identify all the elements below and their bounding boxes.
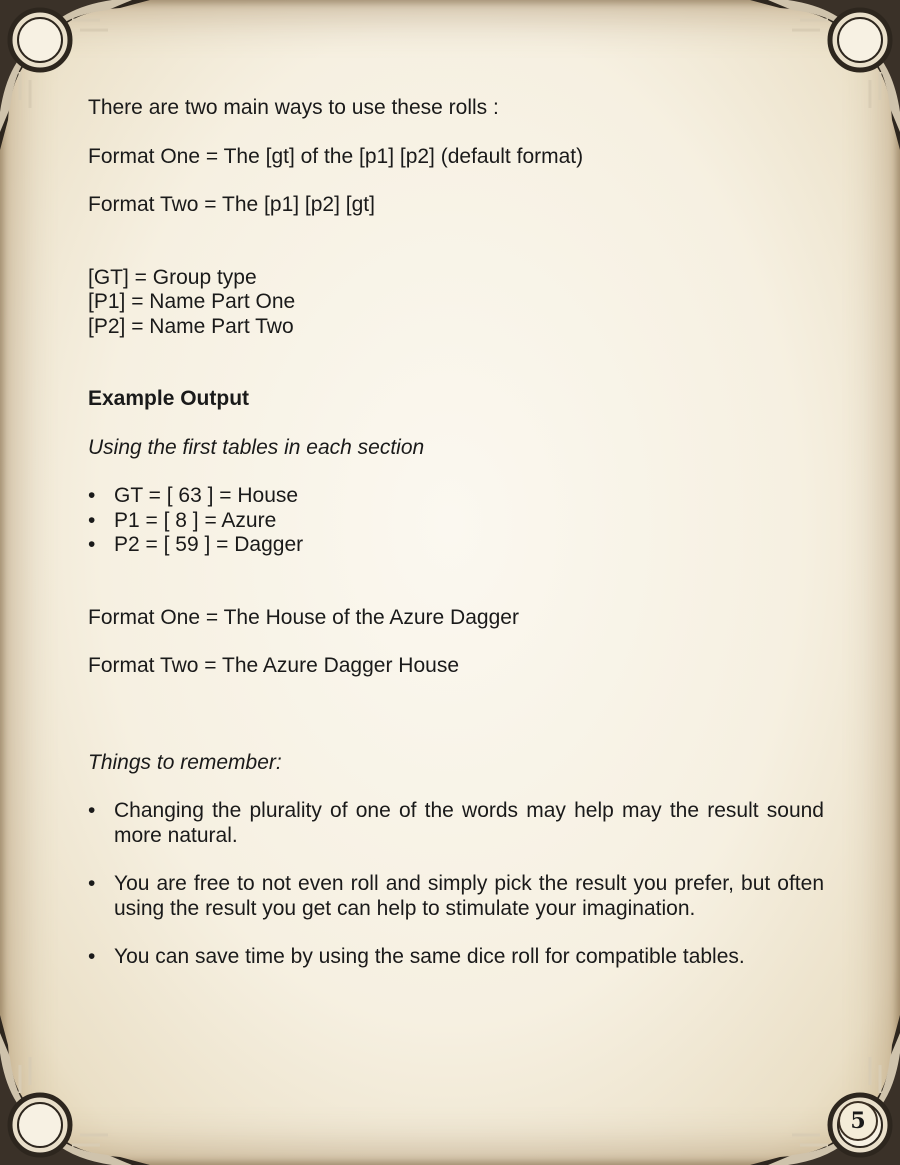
list-item: • P1 = [ 8 ] = Azure	[88, 509, 824, 534]
example-rolls-list	[88, 484, 824, 558]
legend-p2: [P2] = Name Part Two	[88, 314, 294, 338]
format-one-text: Format One = The [gt] of the [p1] [p2] (default format)	[88, 144, 584, 168]
list-item: • You are free to not even roll and simply pick the result you prefer, but often using the result you get can help to stimulate your imagination.	[88, 872, 824, 921]
list-item: • GT = [ 63 ] = House	[88, 484, 824, 509]
remember-heading: Things to remember:	[88, 750, 282, 774]
legend-p1: [P1] = Name Part One	[88, 290, 296, 313]
list-item: • P2 = [ 59 ] = Dagger	[88, 533, 824, 558]
intro-text: There are two main ways to use these rolls :	[88, 96, 499, 119]
corner-ornament-bottom-left	[0, 1015, 150, 1165]
page-content	[88, 96, 824, 970]
result-format-two: Format Two = The Azure Dagger House	[88, 654, 459, 677]
corner-ornament-bottom-right	[750, 1015, 900, 1165]
list-item: • You can save time by using the same dice roll for compatible tables.	[88, 945, 824, 970]
format-two-text: Format Two = The [p1] [p2] [gt]	[88, 193, 375, 216]
example-heading: Example Output	[88, 387, 250, 410]
remember-list	[88, 799, 824, 970]
example-subheading: Using the first tables in each section	[88, 435, 425, 459]
list-item: • Changing the plurality of one of the words may help may the result sound more natural.	[88, 799, 824, 848]
page-number: 5	[838, 1101, 878, 1141]
result-format-one: Format One = The House of the Azure Dagger	[88, 605, 519, 629]
legend-gt: [GT] = Group type	[88, 265, 257, 289]
